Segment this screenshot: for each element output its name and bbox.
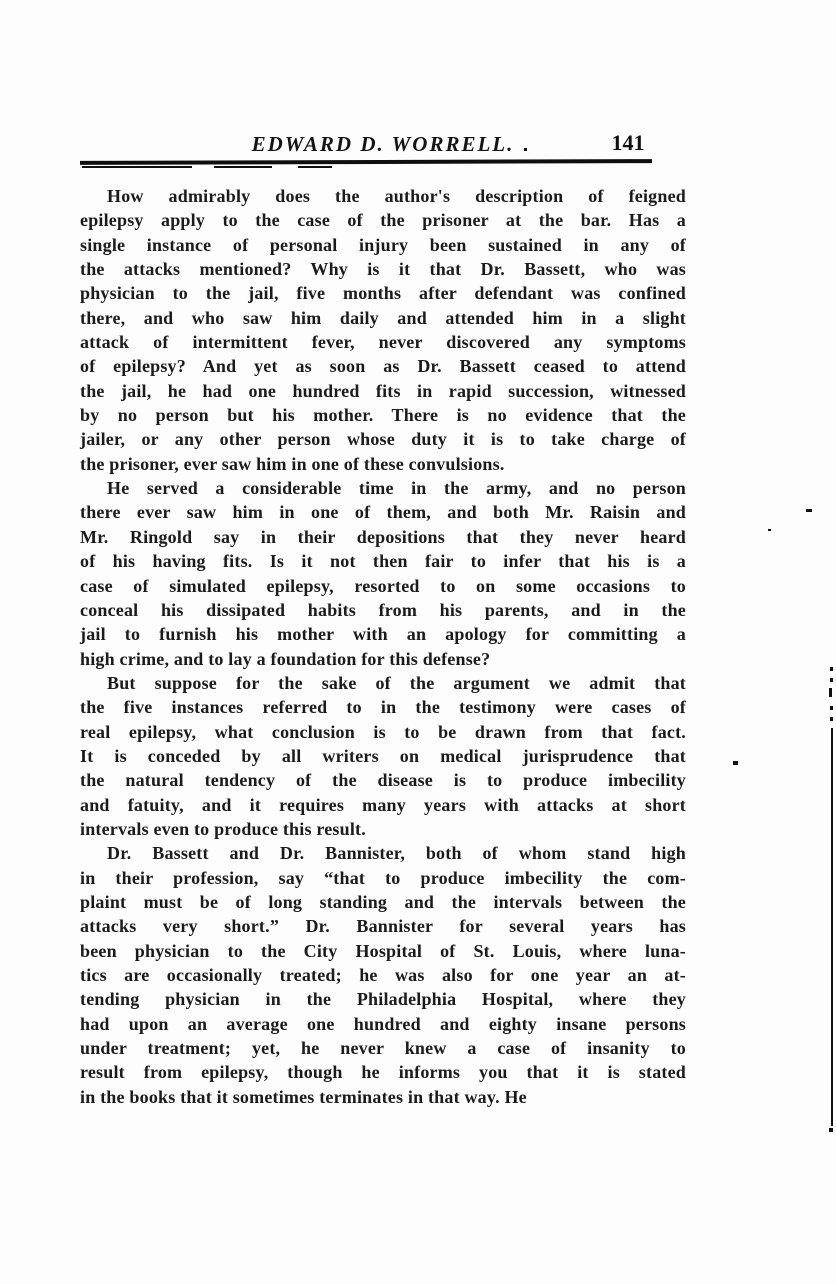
text-line: epilepsy apply to the case of the prisoner at the bar. Has a xyxy=(80,210,686,231)
scan-artifact-edge-dash xyxy=(830,678,833,682)
text-line: under treatment; yet, he never knew a case of insanity to xyxy=(80,1038,686,1059)
text-line: and fatuity, and it requires many years with attacks at short xyxy=(80,794,686,815)
scan-artifact-edge-dash xyxy=(830,667,833,671)
text-line: high crime, and to lay a foundation for this defense? xyxy=(80,648,491,669)
text-line: conceal his dissipated habits from his parents, and in the xyxy=(80,599,686,620)
text-line: intervals even to produce this result. xyxy=(80,818,366,839)
scan-artifact-edge-dash xyxy=(829,688,832,697)
text-line: in the books that it sometimes terminates in that way. He xyxy=(80,1086,527,1107)
text-line: of epilepsy? And yet as soon as Dr. Bassett ceased to attend xyxy=(80,356,686,377)
text-line: had upon an average one hundred and eighty insane persons xyxy=(80,1013,686,1034)
scan-artifact-dash xyxy=(806,509,812,512)
paragraph xyxy=(80,476,686,671)
page-number: 141 xyxy=(611,130,645,155)
text-line: by no person but his mother. There is no evidence that the xyxy=(80,405,686,426)
text-line: of his having fits. Is it not then fair to infer that his is a xyxy=(80,551,686,572)
header-rule-dash xyxy=(298,166,332,168)
text-line: jailer, or any other person whose duty it is to take charge of xyxy=(80,429,686,450)
text-line: the five instances referred to in the testimony were cases of xyxy=(80,697,686,718)
text-line: Mr. Ringold say in their depositions that they never heard xyxy=(80,526,686,547)
text-line: been physician to the City Hospital of St. Louis, where luna- xyxy=(80,940,686,961)
text-line: attack of intermittent fever, never discovered any symptoms xyxy=(80,332,686,353)
text-line: plaint must be of long standing and the intervals between the xyxy=(80,891,686,912)
header-rule-dash xyxy=(214,166,272,168)
header-rule xyxy=(80,159,652,165)
text-line: case of simulated epilepsy, resorted to on some occasions to xyxy=(80,575,686,596)
scan-artifact-edge-dash xyxy=(830,717,833,721)
scan-artifact-edge-line xyxy=(831,728,833,1126)
text-line: It is conceded by all writers on medical jurisprudence that xyxy=(80,745,686,766)
scan-artifact-dot xyxy=(768,529,771,531)
header-rule-dash xyxy=(82,166,192,168)
text-line: How admirably does the author's description of feigned xyxy=(107,186,686,206)
scan-artifact-dot xyxy=(733,761,738,765)
text-line: physician to the jail, five months after defendant was confined xyxy=(80,283,686,304)
text-line: Dr. Bassett and Dr. Bannister, both of whom stand high xyxy=(107,843,686,864)
paragraph xyxy=(80,671,686,841)
text-line: single instance of personal injury been sustained in any of xyxy=(80,234,686,255)
text-line: the jail, he had one hundred fits in rapid succession, witnessed xyxy=(80,380,686,401)
running-title: EDWARD D. WORRELL. xyxy=(251,132,515,156)
text-line: tics are occasionally treated; he was also for one year an at- xyxy=(80,965,686,985)
text-line: attacks very short.” Dr. Bannister for several years has xyxy=(80,916,686,937)
page-body xyxy=(80,184,686,1109)
text-line: there, and who saw him daily and attended him in a slight xyxy=(80,307,686,328)
text-line: He served a considerable time in the army, and no person xyxy=(107,478,686,499)
text-line: in their profession, say “that to produce imbecility the com- xyxy=(80,867,686,888)
text-line: there ever saw him in one of them, and both Mr. Raisin and xyxy=(80,502,686,523)
paragraph xyxy=(80,184,686,476)
text-line: real epilepsy, what conclusion is to be drawn from that fact. xyxy=(80,721,686,742)
text-line: But suppose for the sake of the argument we admit that xyxy=(107,672,686,693)
text-line: the natural tendency of the disease is to produce imbecility xyxy=(80,770,686,791)
scan-artifact-dot xyxy=(524,148,527,151)
text-line: result from epilepsy, though he informs you that it is stated xyxy=(80,1062,686,1083)
scan-artifact-edge-dash xyxy=(830,706,833,710)
text-line: the prisoner, ever saw him in one of these convulsions. xyxy=(80,453,505,474)
text-line: tending physician in the Philadelphia Hospital, where they xyxy=(80,989,686,1010)
text-line: jail to furnish his mother with an apology for committing a xyxy=(80,624,686,645)
paragraph xyxy=(80,841,686,1109)
scan-artifact-dot xyxy=(829,1128,833,1132)
text-line: the attacks mentioned? Why is it that Dr. Bassett, who was xyxy=(80,259,686,280)
